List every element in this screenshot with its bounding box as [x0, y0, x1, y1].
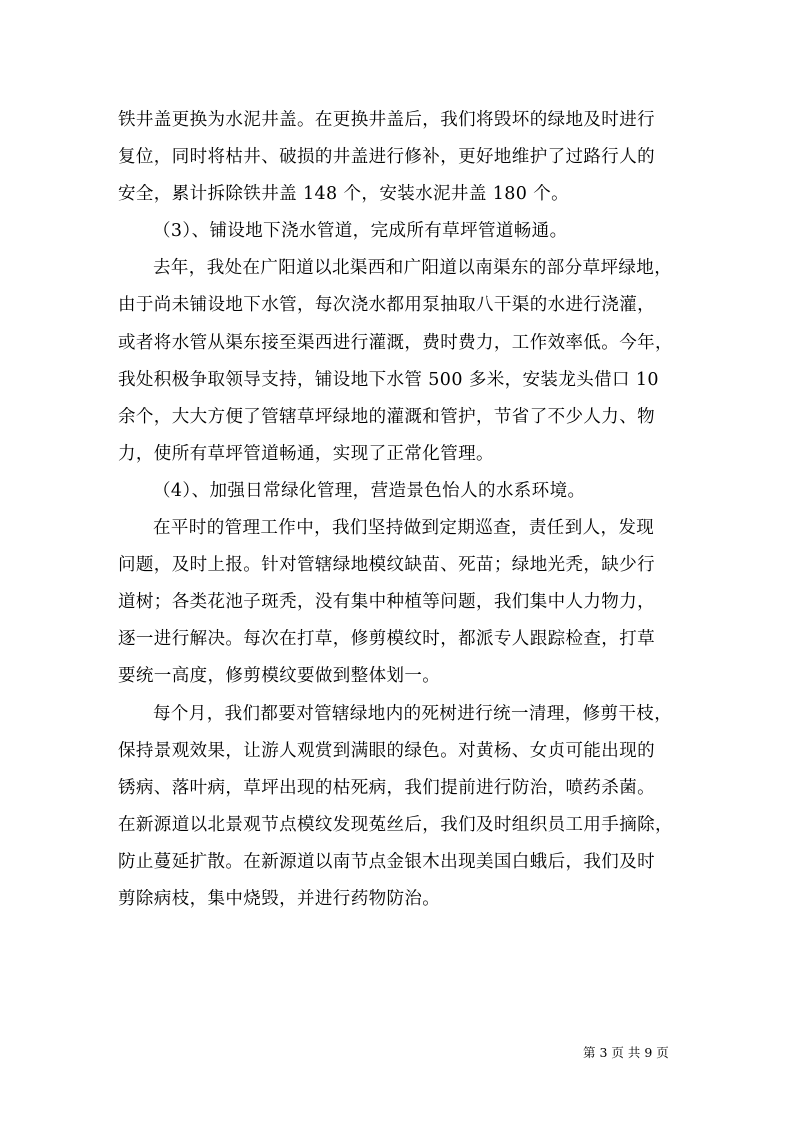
document-body	[118, 102, 682, 918]
paragraph-daily-management: 在平时的管理工作中，我们坚持做到定期巡查，责任到人，发现 问题，及时上报。针对管辖绿地模纹缺苗、死苗；绿地光秃，缺少行 道树；各类花池子斑秃，没有集中种植等问题，我们集中人力物力， 逐一进行解决。每次在打草，修剪模纹时，都派专人跟踪检查，打草 要统一高度，修剪模纹要做到整体划一。	[118, 518, 655, 687]
heading-section-4: （4）、加强日常绿化管理，营造景色怡人的水系环境。	[153, 480, 586, 501]
paragraph-pest-control: 每个月，我们都要对管辖绿地内的死树进行统一清理，修剪干枝， 保持景观效果，让游人观赏到满眼的绿色。对黄杨、女贞可能出现的 锈病、落叶病，草坪出现的枯死病，我们提前进行防治，喷药杀菌。 在新源道以北景观节点模纹发现菟丝后，我们及时组织员工用手摘除， 防止蔓延扩散。在新源道以南节点金银木出现美国白蛾后，我们及时 剪除病枝，集中烧毁，并进行药物防治。	[118, 703, 673, 909]
heading-section-3: （3）、铺设地下浇水管道，完成所有草坪管道畅通。	[153, 221, 568, 242]
paragraph-irrigation-pipes: 去年，我处在广阳道以北渠西和广阳道以南渠东的部分草坪绿地， 由于尚未铺设地下水管，每次浇水都用泵抽取八干渠的水进行浇灌， 或者将水管从渠东接至渠西进行灌溉，费时费力，工作效率低。今年， 我处积极争取领导支持，铺设地下水管 500 多米，安装龙头借口 10 余个，大大方便了管辖草坪绿地的灌溉和管护，节省了不少人力、物 力，使所有草坪管道畅通，实现了正常化管理。	[118, 258, 673, 464]
paragraph-manhole-replacement: 铁井盖更换为水泥井盖。在更换井盖后，我们将毁坏的绿地及时进行 复位，同时将枯井、破损的井盖进行修补，更好地维护了过路行人的 安全，累计拆除铁井盖 148 个，安装水泥井盖 180 个。	[118, 110, 655, 205]
page-number-footer: 第 3 页 共 9 页	[583, 1045, 669, 1060]
